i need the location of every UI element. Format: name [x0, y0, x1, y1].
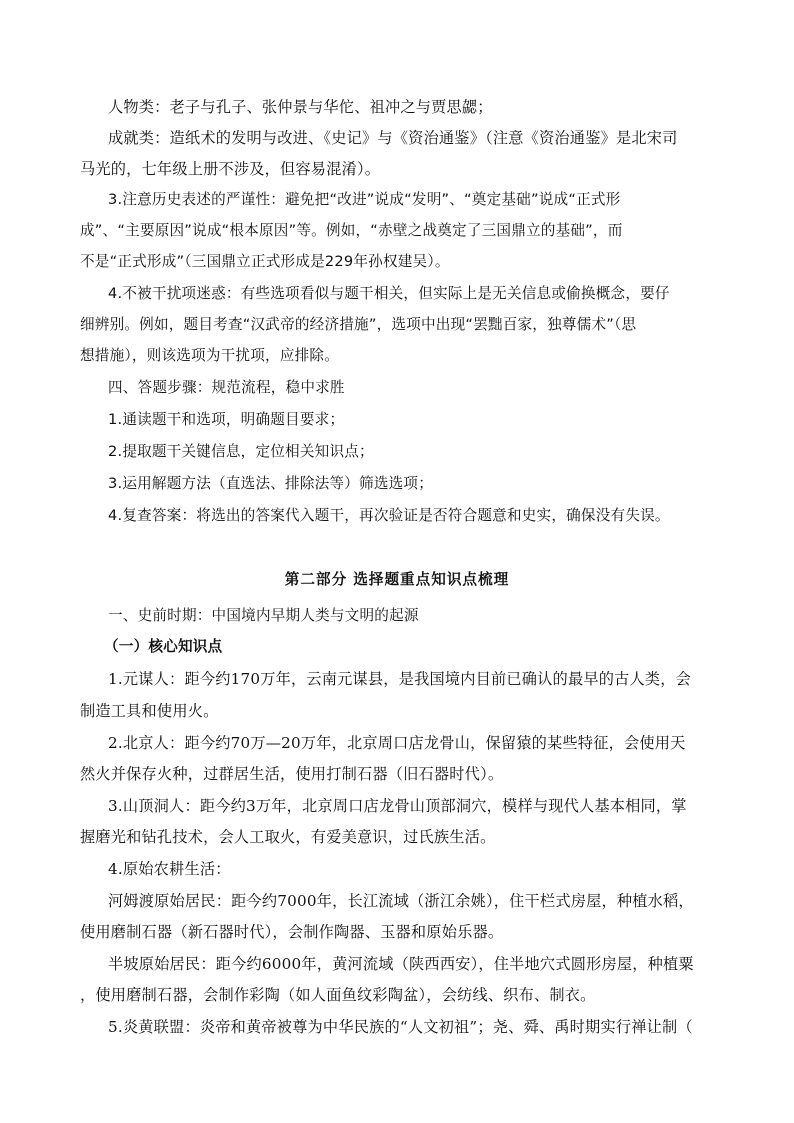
- item-hemudu-cont: 使用磨制石器（新石器时代），会制作陶器、玉器和原始乐器。: [80, 923, 504, 941]
- step-3: 3.运用解题方法（直选法、排除法等）筛选选项；: [108, 475, 433, 492]
- text-line-point-3-cont-2: 不是“正式形成”（三国鼎立正式形成是229年孙权建吴）。: [80, 253, 450, 270]
- step-2: 2.提取题干关键信息，定位相关知识点；: [108, 443, 374, 460]
- item-peking-man: 2.北京人：距今约70万—20万年，北京周口店龙骨山，保留猿的某些特征，会使用天: [108, 734, 686, 752]
- text-line-point-3-cont-1: 成”、“主要原因”说成“根本原因”等。例如，“赤壁之战奠定了三国鼎立的基础”，而: [80, 222, 623, 239]
- item-yuanmou: 1.元谋人：距今约170万年，云南元谋县，是我国境内目前已确认的最早的古人类，会: [108, 670, 692, 688]
- step-4: 4.复查答案：将选出的答案代入题干，再次验证是否符合题意和史实，确保没有失误。: [108, 507, 670, 524]
- text-line-point-4-cont-1: 细辨别。例如，题目考查“汉武帝的经济措施”，选项中出现“罢黜百家，独尊儒术”（思: [80, 316, 637, 333]
- text-line-point-4: 4.不被干扰项迷惑：有些选项看似与题干相关，但实际上是无关信息或偷换概念，要仔: [108, 285, 670, 302]
- text-line-point-3: 3.注意历史表述的严谨性：避免把“改进”说成“发明”、“奠定基础”说成“正式形: [108, 191, 621, 208]
- section-heading-answer-steps: 四、答题步骤：规范流程，稳中求胜: [108, 379, 345, 396]
- item-peking-man-cont: 然火并保存火种，过群居生活，使用打制石器（旧石器时代）。: [80, 765, 504, 783]
- text-line-achievements-cont: 马光的，七年级上册不涉及，但容易混淆）。: [80, 160, 381, 178]
- subheading-core-knowledge: （一）核心知识点: [104, 638, 223, 655]
- item-yuanmou-cont: 制造工具和使用火。: [80, 702, 219, 720]
- item-banpo: 半坡原始居民：距今约6000年，黄河流域（陕西西安），住半地穴式圆形房屋，种植粟: [108, 955, 694, 973]
- text-line-persons: 人物类：老子与孔子、张仲景与华佗、祖冲之与贾思勰；: [108, 98, 493, 116]
- item-farming-life: 4.原始农耕生活：: [108, 860, 231, 878]
- part-two-title: 第二部分 选择题重点知识点梳理: [284, 571, 510, 588]
- text-line-point-4-cont-2: 想措施），则该选项为干扰项，应排除。: [80, 347, 339, 364]
- item-yanhuang: 5.炎黄联盟：炎帝和黄帝被尊为中华民族的“人文初祖”；尧、舜、禹时期实行禅让制（: [108, 1018, 693, 1036]
- step-1: 1.通读题干和选项，明确题目要求；: [108, 411, 345, 428]
- item-upper-cave: 3.山顶洞人：距今约3万年，北京周口店龙骨山顶部洞穴，模样与现代人基本相同，掌: [108, 797, 687, 815]
- item-banpo-cont: ，使用磨制石器，会制作彩陶（如人面鱼纹彩陶盆），会纺线、织布、制衣。: [80, 986, 596, 1004]
- item-upper-cave-cont: 握磨光和钻孔技术，会人工取火，有爱美意识，过氏族生活。: [80, 828, 496, 846]
- section-heading-prehistory: 一、史前时期：中国境内早期人类与文明的起源: [108, 607, 419, 624]
- text-line-achievements: 成就类：造纸术的发明与改进、《史记》与《资治通鉴》（注意《资治通鉴》是北宋司: [108, 129, 678, 147]
- item-hemudu: 河姆渡原始居民：距今约7000年，长江流域（浙江余姚），住干栏式房屋，种植水稻，: [108, 892, 694, 910]
